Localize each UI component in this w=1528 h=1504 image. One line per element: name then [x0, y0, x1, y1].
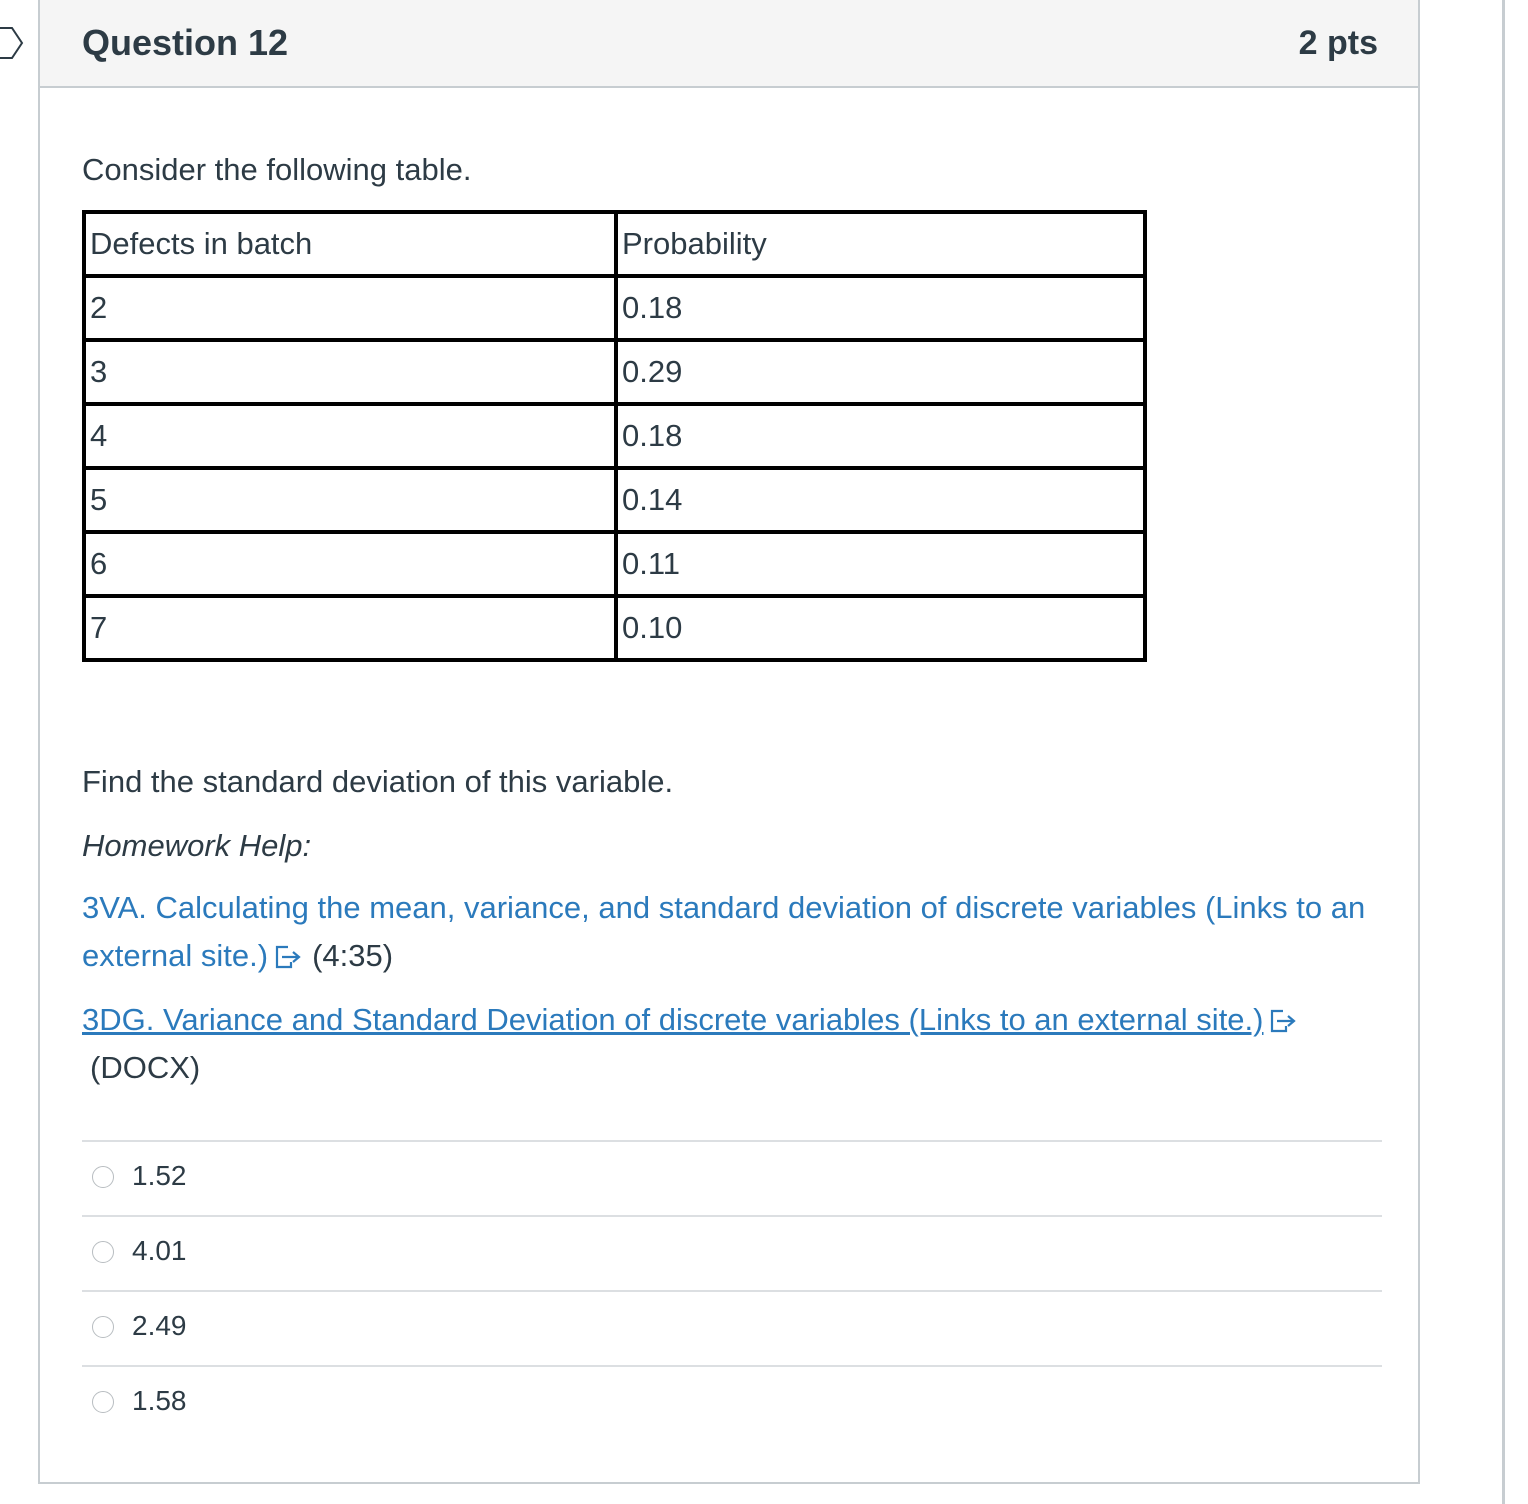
radio-button[interactable] — [92, 1391, 114, 1413]
answer-options — [82, 1140, 1382, 1440]
help-link-video[interactable]: 3VA. Calculating the mean, variance, and standard deviation of discrete variables (Links to an external site.) — [82, 890, 1366, 973]
question-body — [82, 150, 1382, 1416]
radio-button[interactable] — [92, 1316, 114, 1338]
answer-label[interactable]: 1.52 — [132, 1160, 187, 1191]
table-cell-defects: 5 — [84, 468, 616, 532]
answer-option[interactable] — [82, 1365, 1382, 1440]
table-cell-defects: 6 — [84, 532, 616, 596]
radio-button[interactable] — [92, 1166, 114, 1188]
table-header-defects: Defects in batch — [84, 212, 616, 276]
help-link-doc-format: (DOCX) — [90, 1050, 201, 1085]
table-row — [84, 340, 1145, 404]
question-title: Question 12 — [82, 22, 289, 63]
question-prompt: Find the standard deviation of this variable. — [82, 764, 674, 799]
question-card — [38, 0, 1420, 1484]
help-link-doc[interactable]: 3DG. Variance and Standard Deviation of discrete variables (Links to an external site.) — [82, 1002, 1264, 1037]
help-link-video-duration: (4:35) — [312, 938, 394, 973]
question-flag-icon[interactable] — [0, 26, 24, 60]
external-link-icon[interactable] — [1269, 1008, 1299, 1034]
table-row — [84, 276, 1145, 340]
table-cell-probability: 0.14 — [616, 468, 1145, 532]
scrollbar-rail[interactable] — [1502, 0, 1505, 1504]
probability-table — [82, 210, 1147, 662]
answer-label[interactable]: 1.58 — [132, 1385, 187, 1416]
table-cell-probability: 0.18 — [616, 276, 1145, 340]
table-cell-probability: 0.11 — [616, 532, 1145, 596]
question-points: 2 pts — [1298, 24, 1378, 62]
table-cell-probability: 0.18 — [616, 404, 1145, 468]
table-row — [84, 596, 1145, 660]
table-header-probability: Probability — [616, 212, 1145, 276]
radio-button[interactable] — [92, 1241, 114, 1263]
answer-option[interactable] — [82, 1215, 1382, 1290]
answer-label[interactable]: 2.49 — [132, 1310, 187, 1341]
help-link-paragraph-video — [82, 884, 1382, 980]
table-cell-defects: 3 — [84, 340, 616, 404]
table-cell-defects: 7 — [84, 596, 616, 660]
answer-option[interactable] — [82, 1140, 1382, 1215]
table-row — [84, 532, 1145, 596]
homework-help-label: Homework Help: — [82, 828, 312, 863]
table-cell-probability: 0.10 — [616, 596, 1145, 660]
question-header — [40, 0, 1418, 88]
table-row — [84, 404, 1145, 468]
external-link-icon[interactable] — [274, 944, 304, 970]
help-link-paragraph-doc — [82, 996, 1382, 1092]
answer-option[interactable] — [82, 1290, 1382, 1365]
answer-label[interactable]: 4.01 — [132, 1235, 187, 1266]
table-row — [84, 468, 1145, 532]
table-cell-probability: 0.29 — [616, 340, 1145, 404]
table-cell-defects: 2 — [84, 276, 616, 340]
question-intro: Consider the following table. — [82, 152, 472, 187]
table-cell-defects: 4 — [84, 404, 616, 468]
table-header-row — [84, 212, 1145, 276]
